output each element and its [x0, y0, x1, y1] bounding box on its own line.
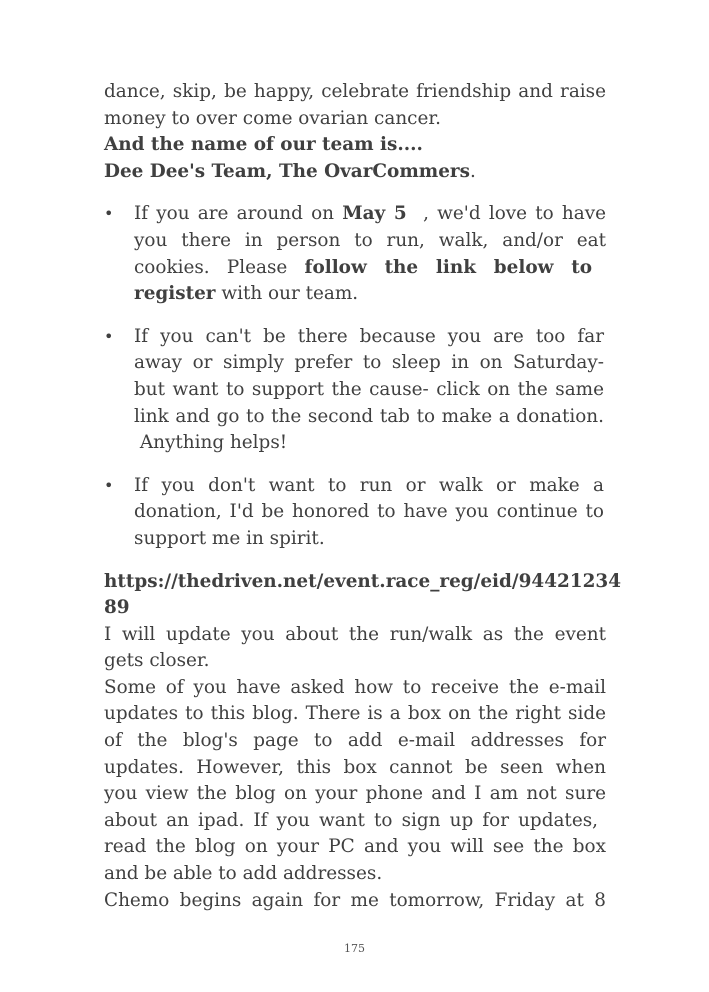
registration-link-line-2: 89: [104, 597, 130, 619]
email-para-line-2: updates to this blog. There is a box on the right side: [104, 703, 606, 725]
date-highlight: May 5: [342, 203, 407, 225]
bullet-marker: •: [104, 475, 114, 495]
registration-link[interactable]: [104, 569, 621, 622]
bullet-3-line-3: support me in spirit.: [134, 527, 325, 549]
register-text: register: [134, 283, 216, 305]
bullet-1-line-3: [134, 255, 592, 282]
list-item: [104, 324, 606, 457]
team-name-period: .: [469, 160, 476, 182]
email-para-line-3: of the blog's page to add e-mail addresses for: [104, 730, 606, 752]
text-span: If you are around on: [134, 203, 343, 225]
bullet-1-line-2: you there in person to run, walk, and/or eat: [134, 229, 606, 251]
bullet-2-line-5: Anything helps!: [134, 432, 288, 454]
email-para-line-6: about an ipad. If you want to sign up for updates,: [104, 809, 598, 831]
bullet-marker: •: [104, 326, 114, 346]
team-name-heading: And the name of our team is....: [104, 134, 423, 156]
text-span: cookies. Please: [134, 256, 305, 278]
text-span: with our team.: [215, 283, 359, 305]
email-para-line-1: Some of you have asked how to receive the e-mail: [104, 676, 606, 698]
intro-line-2: money to over come ovarian cancer.: [104, 107, 441, 129]
email-para-line-8: and be able to add addresses.: [104, 863, 383, 885]
bullet-list: [104, 201, 606, 552]
bullet-2-line-2: away or simply prefer to sleep in on Saturday-: [134, 352, 604, 374]
bullet-2-line-1: If you can't be there because you are too far: [134, 325, 604, 347]
bullet-2-line-4: link and go to the second tab to make a donation.: [134, 405, 604, 427]
bullet-1-line-1: [134, 201, 606, 228]
update-line-2: gets closer.: [104, 650, 210, 672]
update-line-1: I will update you about the run/walk as the event: [104, 623, 606, 645]
registration-link-line-1: https://thedriven.net/event.race_reg/eid/94421234: [104, 570, 621, 592]
page-number: 175: [344, 942, 365, 955]
team-name-line: [104, 159, 606, 186]
bullet-2-line-3: but want to support the cause- click on the same: [134, 378, 604, 400]
email-para-line-5: you view the blog on your phone and I am not sure: [104, 783, 606, 805]
team-name: Dee Dee's Team, The OvarCommers: [104, 160, 470, 182]
email-para-line-4: updates. However, this box cannot be seen when: [104, 756, 606, 778]
text-span: , we'd love to have: [406, 203, 606, 225]
list-item: [104, 201, 606, 307]
list-item: [104, 473, 606, 553]
chemo-line-1: Chemo begins again for me tomorrow, Friday at 8: [104, 889, 606, 911]
bullet-marker: •: [104, 204, 114, 224]
intro-line-1: dance, skip, be happy, celebrate friendship and raise: [104, 81, 606, 102]
email-para-line-7: read the blog on your PC and you will see the box: [104, 836, 606, 858]
follow-link-text: follow the link below to: [304, 256, 592, 278]
bullet-1-line-4: [134, 281, 606, 308]
bullet-3-line-1: If you don't want to run or walk or make a: [134, 474, 604, 496]
document-page: [104, 79, 621, 914]
bullet-3-line-2: donation, I'd be honored to have you continue to: [134, 501, 604, 523]
